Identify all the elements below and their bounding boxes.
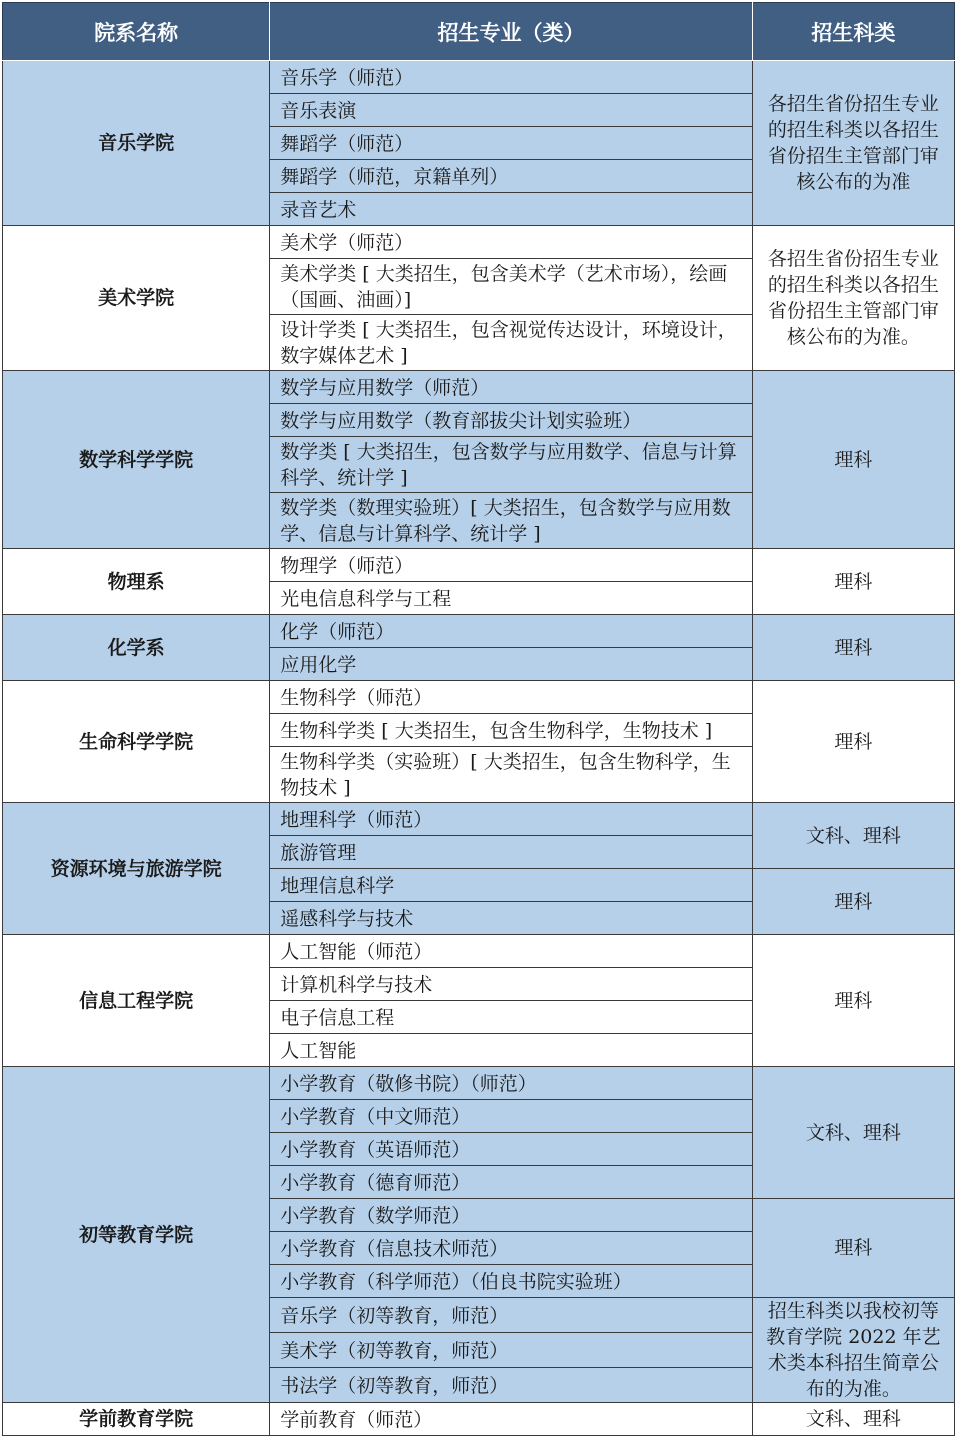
major-cell: 光电信息科学与工程 xyxy=(270,582,753,615)
table-header-row xyxy=(3,3,955,61)
table-row xyxy=(3,226,955,259)
major-cell: 地理科学（师范） xyxy=(270,803,753,836)
major-cell: 小学教育（德育师范） xyxy=(270,1166,753,1199)
category-cell: 文科、理科 xyxy=(752,803,954,869)
college-name-cell: 数学科学学院 xyxy=(3,371,270,549)
major-cell: 计算机科学与技术 xyxy=(270,968,753,1001)
major-cell: 电子信息工程 xyxy=(270,1001,753,1034)
category-cell: 各招生省份招生专业的招生科类以各招生省份招生主管部门审核公布的为准。 xyxy=(752,226,954,371)
category-cell: 理科 xyxy=(752,935,954,1067)
table-row xyxy=(3,803,955,836)
college-name-cell: 信息工程学院 xyxy=(3,935,270,1067)
major-cell: 地理信息科学 xyxy=(270,869,753,902)
major-cell: 旅游管理 xyxy=(270,836,753,869)
major-cell: 设计学类 [ 大类招生，包含视觉传达设计，环境设计，数字媒体艺术 ] xyxy=(270,315,753,371)
major-cell: 数学类（数理实验班）[ 大类招生，包含数学与应用数学、信息与计算科学、统计学 ] xyxy=(270,493,753,549)
category-cell: 理科 xyxy=(752,371,954,549)
major-cell: 音乐学（初等教育，师范） xyxy=(270,1298,753,1333)
college-name-cell: 美术学院 xyxy=(3,226,270,371)
major-cell: 音乐学（师范） xyxy=(270,61,753,94)
major-cell: 录音艺术 xyxy=(270,193,753,226)
category-cell: 理科 xyxy=(752,549,954,615)
table-row xyxy=(3,549,955,582)
major-cell: 书法学（初等教育，师范） xyxy=(270,1368,753,1403)
major-cell: 遥感科学与技术 xyxy=(270,902,753,935)
table-row xyxy=(3,371,955,404)
major-cell: 生物科学（师范） xyxy=(270,681,753,714)
major-cell: 生物科学类（实验班）[ 大类招生，包含生物科学，生物技术 ] xyxy=(270,747,753,803)
table-body xyxy=(3,61,955,1436)
major-cell: 化学（师范） xyxy=(270,615,753,648)
major-cell: 美术学类 [ 大类招生，包含美术学（艺术市场），绘画（国画、油画）] xyxy=(270,259,753,315)
major-cell: 美术学（初等教育，师范） xyxy=(270,1333,753,1368)
table-row xyxy=(3,935,955,968)
college-name-cell: 物理系 xyxy=(3,549,270,615)
major-cell: 数学与应用数学（师范） xyxy=(270,371,753,404)
major-cell: 美术学（师范） xyxy=(270,226,753,259)
major-cell: 小学教育（英语师范） xyxy=(270,1133,753,1166)
major-cell: 生物科学类 [ 大类招生，包含生物科学，生物技术 ] xyxy=(270,714,753,747)
college-name-cell: 化学系 xyxy=(3,615,270,681)
major-cell: 数学与应用数学（教育部拔尖计划实验班） xyxy=(270,404,753,437)
table-row xyxy=(3,1403,955,1436)
major-cell: 应用化学 xyxy=(270,648,753,681)
college-name-cell: 生命科学学院 xyxy=(3,681,270,803)
major-cell: 小学教育（敬修书院）（师范） xyxy=(270,1067,753,1100)
major-cell: 舞蹈学（师范，京籍单列） xyxy=(270,160,753,193)
table-row xyxy=(3,615,955,648)
college-name-cell: 初等教育学院 xyxy=(3,1067,270,1403)
major-cell: 小学教育（中文师范） xyxy=(270,1100,753,1133)
major-cell: 小学教育（数学师范） xyxy=(270,1199,753,1232)
college-name-cell: 资源环境与旅游学院 xyxy=(3,803,270,935)
table-row xyxy=(3,61,955,94)
header-major: 招生专业（类） xyxy=(270,3,753,61)
major-cell: 音乐表演 xyxy=(270,94,753,127)
header-category: 招生科类 xyxy=(752,3,954,61)
category-cell: 招生科类以我校初等教育学院 2022 年艺术类本科招生简章公布的为准。 xyxy=(752,1298,954,1403)
major-cell: 人工智能（师范） xyxy=(270,935,753,968)
major-cell: 物理学（师范） xyxy=(270,549,753,582)
category-cell: 理科 xyxy=(752,615,954,681)
college-name-cell: 音乐学院 xyxy=(3,61,270,226)
category-cell: 理科 xyxy=(752,869,954,935)
major-cell: 数学类 [ 大类招生，包含数学与应用数学、信息与计算科学、统计学 ] xyxy=(270,437,753,493)
category-cell: 理科 xyxy=(752,1199,954,1298)
category-cell: 各招生省份招生专业的招生科类以各招生省份招生主管部门审核公布的为准 xyxy=(752,61,954,226)
table-row xyxy=(3,1067,955,1100)
major-cell: 舞蹈学（师范） xyxy=(270,127,753,160)
major-cell: 人工智能 xyxy=(270,1034,753,1067)
category-cell: 文科、理科 xyxy=(752,1067,954,1199)
major-cell: 学前教育（师范） xyxy=(270,1403,753,1436)
header-college: 院系名称 xyxy=(3,3,270,61)
category-cell: 理科 xyxy=(752,681,954,803)
college-name-cell: 学前教育学院 xyxy=(3,1403,270,1436)
major-cell: 小学教育（信息技术师范） xyxy=(270,1232,753,1265)
table-row xyxy=(3,681,955,714)
admissions-table xyxy=(2,2,955,1436)
category-cell: 文科、理科 xyxy=(752,1403,954,1436)
major-cell: 小学教育（科学师范）（伯良书院实验班） xyxy=(270,1265,753,1298)
